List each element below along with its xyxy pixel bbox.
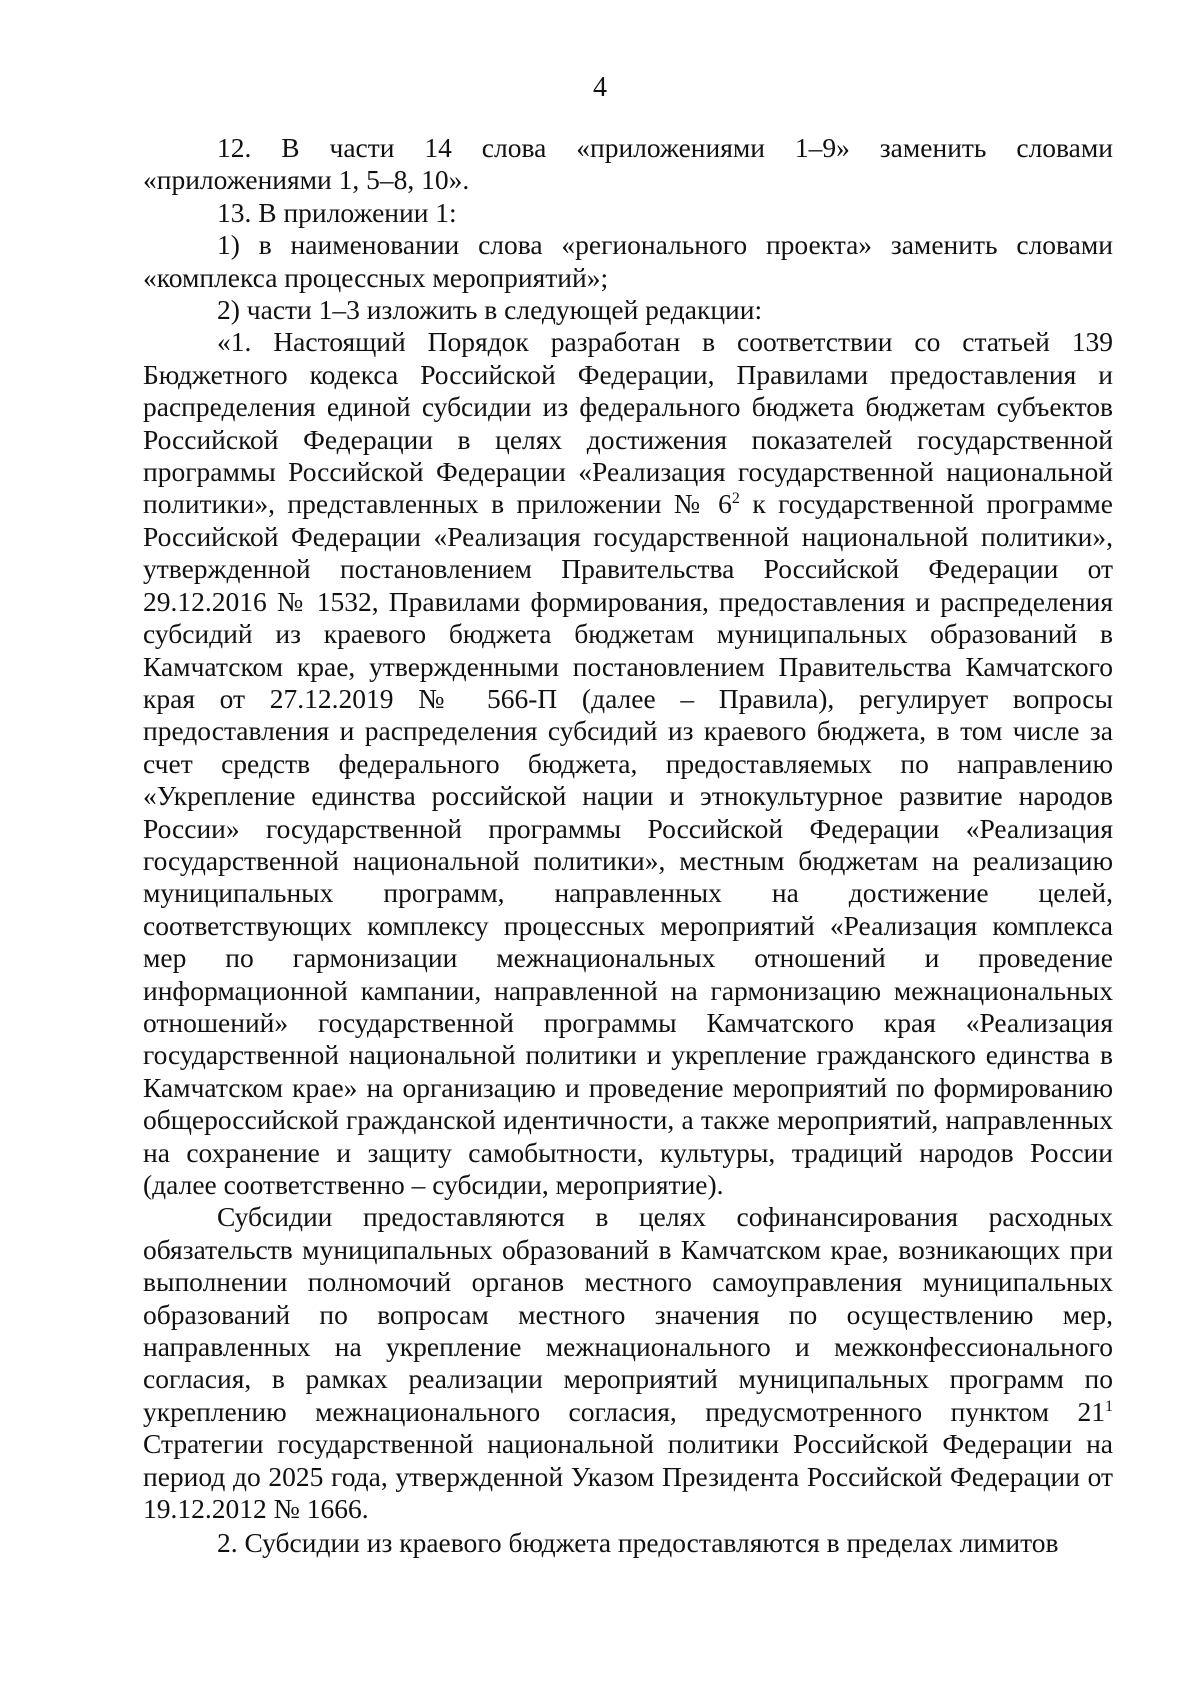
- document-body: [143, 132, 1113, 1560]
- paragraph-subsidies-text-start: Субсидии предоставляются в целях софинансирования расходных обязательств муниципальных образований в Камчатском крае, возникающих при выполнении полномочий органов местного самоуправления муниципальных образований по вопросам местного значения по осуществлению мер, направленных на укрепление межнационального и межконфессионального согласия, в рамках реализации мероприятий муниципальных программ по укреплению межнационального согласия, предусмотренного пунктом 21: [143, 1201, 1113, 1427]
- paragraph-part-2: 2. Субсидии из краевого бюджета предоставляются в пределах лимитов: [217, 1527, 1059, 1559]
- page-number: 4: [593, 72, 607, 103]
- paragraph-subitem-2: 2) части 1–3 изложить в следующей редакции:: [217, 294, 763, 326]
- paragraph-part-1: [143, 326, 1113, 1201]
- paragraph-item-12: 12. В части 14 слова «приложениями 1–9» заменить словами «приложениями 1, 5–8, 10».: [143, 132, 1113, 196]
- paragraph-subsidies-text-end: Стратегии государственной национальной политики Российской Федерации на период до 2025 года, утвержденной Указом Президента Российской Федерации от 19.12.2012 № 1666.: [143, 1428, 1113, 1525]
- paragraph-subitem-1: 1) в наименовании слова «регионального проекта» заменить словами «комплекса процессных мероприятий»;: [143, 229, 1113, 293]
- superscript-marker: 1: [1105, 1397, 1113, 1415]
- paragraph-subsidies: [143, 1201, 1113, 1525]
- superscript-marker: 2: [731, 490, 740, 508]
- paragraph-part-1-text-start: «1. Настоящий Порядок разработан в соответствии со статьей 139 Бюджетного кодекса Российской Федерации, Правилами предоставления и распределения единой субсидии из федерального бюджета бюджетам субъектов Российской Федерации в целях достижения показателей государственной программы Российской Федерации «Реализация государственной национальной политики», представленных в приложении № 6: [143, 326, 1113, 520]
- paragraph-item-13: 13. В приложении 1:: [217, 196, 457, 228]
- paragraph-part-1-text-end: к государственной программе Российской Федерации «Реализация государственной национальной политики», утвержденной постановлением Правительства Российской Федерации от 29.12.2016 № 1532, Правилами формирования, предоставления и распределения субсидий из краевого бюджета бюджетам муниципальных образований в Камчатском крае, утвержденными постановлением Правительства Камчатского края от 27.12.2019 № 566-П (далее – Правила), регулирует вопросы предоставления и распределения субсидий из краевого бюджета, в том числе за счет средств федерального бюджета, предоставляемых по направлению «Укрепление единства российской нации и этнокультурное развитие народов России» государственной программы Российской Федерации «Реализация государственной национальной политики», местным бюджетам на реализацию муниципальных программ, направленных на достижение целей, соответствующих комплексу процессных мероприятий «Реализация комплекса мер по гармонизации межнациональных отношений и проведение информационной кампании, направленной на гармонизацию межнациональных отношений» государственной программы Камчатского края «Реализация государственной национальной политики и укрепление гражданского единства в Камчатском крае» на организацию и проведение мероприятий по формированию общероссийской гражданской идентичности, а также мероприятий, направленных на сохранение и защиту самобытности, культуры, традиций народов России (далее соответственно – субсидии, мероприятие).: [143, 488, 1113, 1200]
